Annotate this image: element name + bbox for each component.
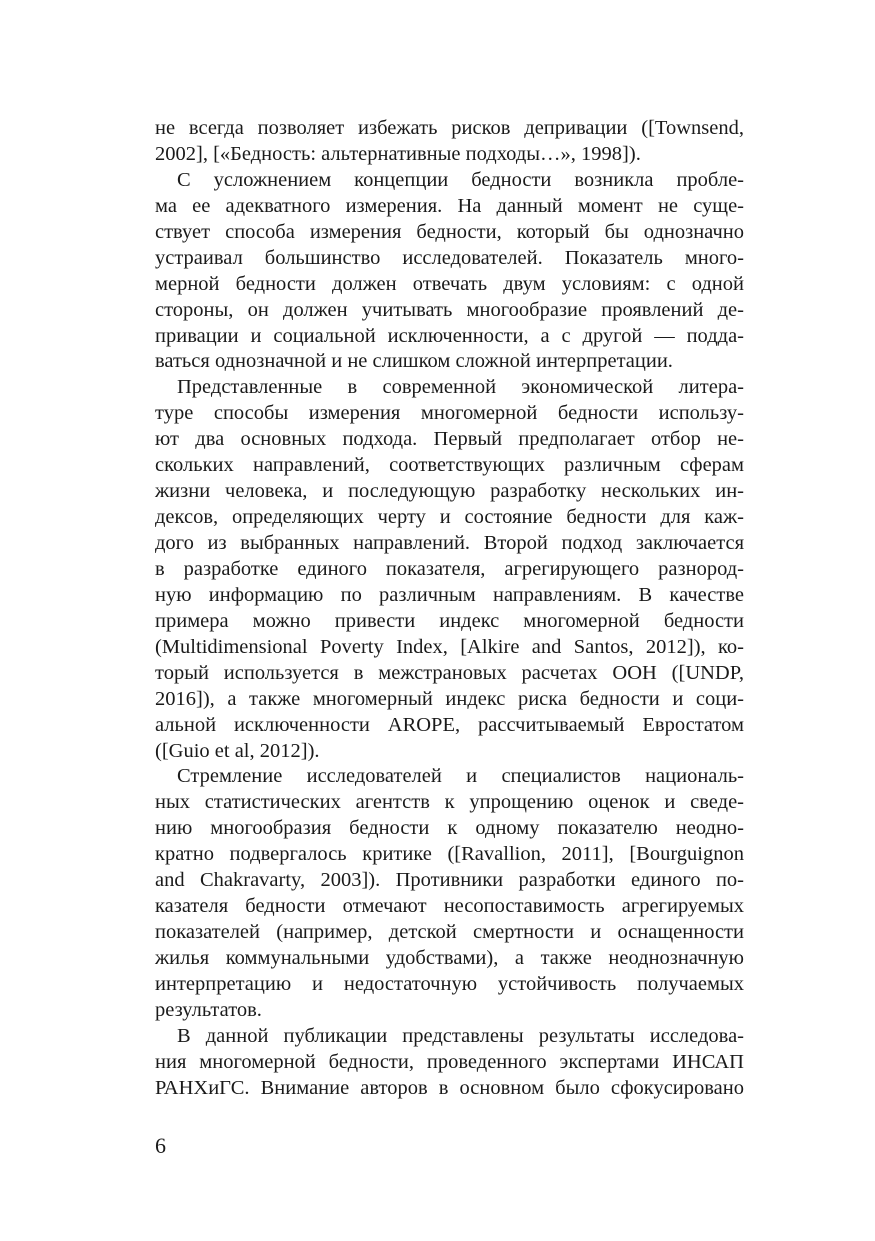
text-line: мерной бедности должен отвечать двум условиям: с одной [155, 272, 744, 295]
text-line: стороны, он должен учитывать многообразие проявлений де- [155, 298, 744, 321]
text-line: 2002], [«Бедность: альтернативные подходы…», 1998]). [155, 142, 641, 165]
text-line: нию многообразия бедности к одному показателю неодно- [155, 817, 744, 840]
text-line: 2016]), а также многомерный индекс риска бедности и соци- [155, 687, 744, 710]
text-line: ную информацию по различным направлениям. В качестве [155, 583, 744, 606]
text-line: кратно подвергалось критике ([Ravallion, 2011], [Bourguignon [155, 843, 744, 866]
paragraph [155, 764, 744, 1023]
text-line: устраивал большинство исследователей. Показатель много- [155, 246, 744, 269]
text-line: Представленные в современной экономической литера- [177, 376, 744, 399]
text-line: ния многомерной бедности, проведенного экспертами ИНСАП [155, 1050, 744, 1073]
text-line: (Multidimensional Poverty Index, [Alkire and Santos, 2012]), ко- [155, 635, 744, 658]
text-line: дексов, определяющих черту и состояние бедности для каж- [155, 506, 744, 529]
text-line: ют два основных подхода. Первый предполагает отбор не- [155, 428, 744, 451]
text-line: ваться однозначной и не слишком сложной интерпретации. [155, 350, 673, 373]
paragraph [155, 168, 744, 376]
text-line: and Chakravarty, 2003]). Противники разработки единого по- [155, 869, 744, 892]
text-line: дого из выбранных направлений. Второй подход заключается [155, 532, 744, 554]
text-line: РАНХиГС. Внимание авторов в основном было сфокусировано [155, 1076, 744, 1099]
text-line: жилья коммунальными удобствами), а также неоднозначную [155, 947, 744, 969]
text-line: ствует способа измерения бедности, который бы однозначно [155, 220, 744, 243]
page-number: 6 [155, 1133, 166, 1158]
text-line: примера можно привести индекс многомерной бедности [155, 609, 744, 632]
text-line: ма ее адекватного измерения. На данный момент не суще- [155, 194, 744, 217]
text-line: альной исключенности AROPE, рассчитываемый Евростатом [155, 713, 744, 736]
paragraph [155, 116, 744, 168]
body-text [155, 116, 744, 1102]
text-line: В данной публикации представлены результаты исследова- [177, 1024, 744, 1047]
text-line: торый используется в межстрановых расчетах ООН ([UNDP, [155, 661, 744, 684]
text-line: не всегда позволяет избежать рисков депривации ([Townsend, [155, 117, 744, 139]
text-line: показателей (например, детской смертности и оснащенности [155, 921, 744, 944]
text-line: привации и социальной исключенности, а с другой — подда- [155, 324, 744, 347]
text-line: ([Guio et al, 2012]). [155, 739, 320, 762]
text-line: казателя бедности отмечают несопоставимость агрегируемых [155, 895, 744, 918]
text-line: Стремление исследователей и специалистов националь- [177, 765, 744, 788]
text-line: скольких направлений, соответствующих различным сферам [155, 454, 744, 477]
text-line: туре способы измерения многомерной бедности использу- [155, 402, 744, 425]
text-line: в разработке единого показателя, агрегирующего разнород- [155, 557, 744, 580]
text-line: С усложнением концепции бедности возникла пробле- [177, 168, 744, 191]
text-line: жизни человека, и последующую разработку нескольких ин- [155, 480, 744, 503]
text-line: интерпретацию и недостаточную устойчивость получаемых [155, 972, 744, 995]
text-line: ных статистических агентств к упрощению оценок и сведе- [155, 791, 744, 814]
paragraph [155, 1024, 744, 1102]
paragraph [155, 375, 744, 764]
text-line: результатов. [155, 998, 262, 1021]
